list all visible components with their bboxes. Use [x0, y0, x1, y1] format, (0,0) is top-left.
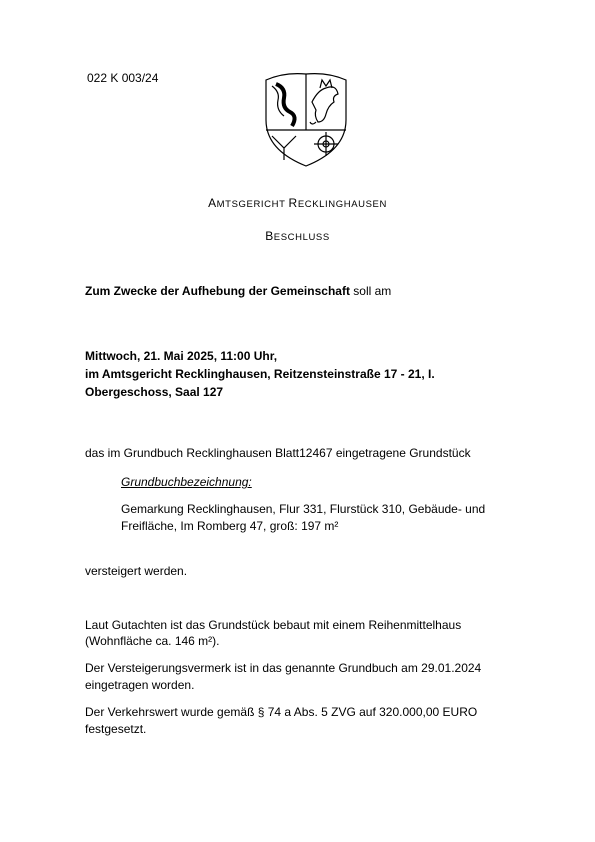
- location-line: im Amtsgericht Recklinghausen, Reitzensteinstraße 17 - 21, I.: [85, 367, 435, 381]
- market-value-line-1: Der Verkehrswert wurde gemäß § 74 a Abs. 5 ZVG auf 320.000,00 EURO: [85, 705, 478, 719]
- date-line: Mittwoch, 21. Mai 2025, 11:00 Uhr,: [85, 349, 278, 363]
- document-title-rest: ESCHLUSS: [273, 232, 330, 243]
- file-number: 022 K 003/24: [87, 71, 159, 85]
- appraisal-line-2: (Wohnfläche ca. 146 m²).: [85, 634, 220, 648]
- appraisal-line-1: Laut Gutachten ist das Grundstück bebaut mit einem Reihenmittelhaus: [85, 618, 462, 632]
- court-name-initial-1: A: [208, 196, 217, 210]
- court-name: [0, 196, 595, 210]
- court-name-rest-1: MTSGERICHT: [216, 199, 289, 210]
- auction-note-line-1: Der Versteigerungsvermerk ist in das genannte Grundbuch am 29.01.2024: [85, 661, 482, 675]
- market-value-line-2: festgesetzt.: [85, 722, 147, 736]
- coat-of-arms-logo: [262, 66, 350, 168]
- intro-line: [85, 284, 391, 298]
- property-intro: das im Grundbuch Recklinghausen Blatt12467 eingetragene Grundstück: [85, 446, 471, 460]
- intro-rest: soll am: [349, 284, 392, 298]
- document-title: [0, 229, 595, 243]
- court-name-rest-2: ECKLINGHAUSEN: [297, 199, 387, 210]
- intro-bold: Zum Zwecke der Aufhebung der Gemeinschaft: [85, 284, 350, 298]
- land-register-desc-line-1: Gemarkung Recklinghausen, Flur 331, Flurstück 310, Gebäude- und: [121, 502, 486, 516]
- land-register-heading: Grundbuchbezeichnung:: [121, 475, 252, 489]
- land-register-desc-line-2: Freifläche, Im Romberg 47, groß: 197 m²: [121, 519, 339, 533]
- room-line: Obergeschoss, Saal 127: [85, 385, 224, 399]
- court-name-initial-2: R: [288, 196, 298, 210]
- document-title-initial: B: [265, 229, 274, 243]
- auction-line: versteigert werden.: [85, 564, 188, 578]
- auction-note-line-2: eingetragen worden.: [85, 678, 195, 692]
